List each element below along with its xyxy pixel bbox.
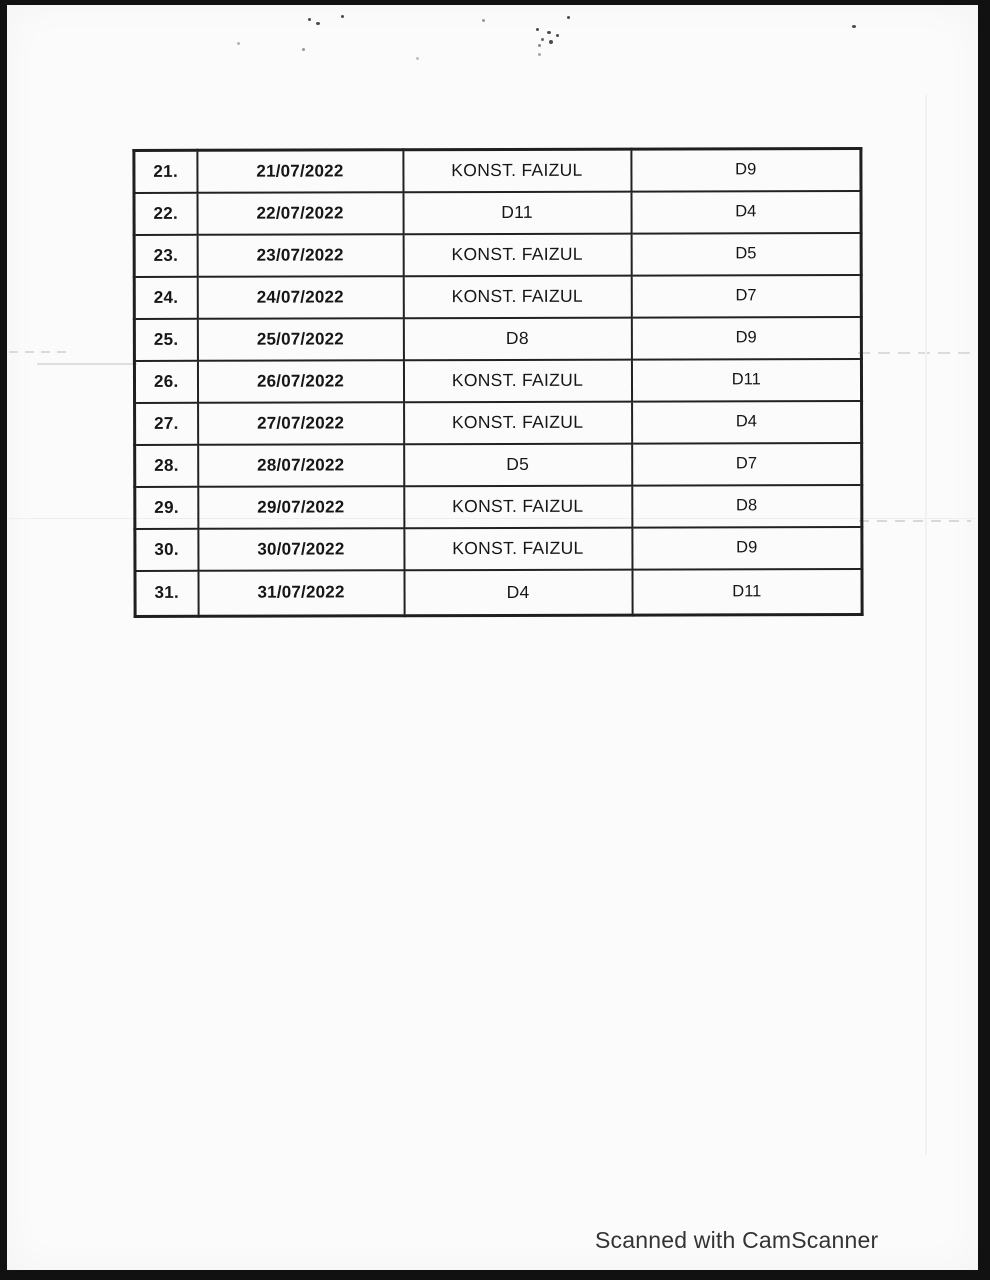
scan-speckle <box>852 25 856 28</box>
scan-speckle <box>541 38 544 41</box>
scan-speckle <box>302 48 305 51</box>
scan-speckle <box>536 28 539 31</box>
assignment-cell: KONST. FAIZUL <box>404 401 632 444</box>
scan-artifact-line <box>925 95 927 1155</box>
table-row <box>135 443 862 487</box>
row-number-cell: 31. <box>135 570 198 616</box>
assignment-cell: D11 <box>403 191 631 234</box>
camscanner-watermark: Scanned with CamScanner <box>595 1227 879 1253</box>
assignment-cell: KONST. FAIZUL <box>404 485 632 528</box>
scan-speckle <box>538 44 541 47</box>
duty-code-cell: D4 <box>632 401 862 444</box>
table-row <box>134 359 861 403</box>
date-cell: 28/07/2022 <box>198 444 404 487</box>
scan-artifact-line <box>37 363 137 365</box>
date-cell: 22/07/2022 <box>197 192 403 235</box>
row-number-cell: 22. <box>134 192 197 234</box>
table-row <box>135 569 862 617</box>
scan-artifact-line <box>9 351 71 353</box>
document-page <box>7 5 978 1270</box>
table-row <box>134 275 861 319</box>
date-cell: 31/07/2022 <box>198 570 404 617</box>
row-number-cell: 28. <box>135 444 198 486</box>
assignment-cell: KONST. FAIZUL <box>403 233 631 276</box>
row-number-cell: 27. <box>135 402 198 444</box>
assignment-cell: D5 <box>404 443 632 486</box>
row-number-cell: 29. <box>135 486 198 528</box>
row-number-cell: 21. <box>134 150 197 192</box>
scan-speckle <box>547 31 551 34</box>
scan-speckle <box>482 19 485 22</box>
date-cell: 30/07/2022 <box>198 528 404 571</box>
scan-speckle <box>308 18 311 21</box>
scan-speckle <box>416 57 419 60</box>
assignment-cell: KONST. FAIZUL <box>403 149 631 192</box>
row-number-cell: 23. <box>134 234 197 276</box>
scan-speckle <box>567 16 570 19</box>
table-row <box>134 317 861 361</box>
date-cell: 25/07/2022 <box>197 318 403 361</box>
table-row <box>135 485 862 529</box>
date-cell: 29/07/2022 <box>198 486 404 529</box>
scan-speckle <box>316 22 320 25</box>
scan-artifact-line <box>858 352 976 354</box>
date-cell: 24/07/2022 <box>197 276 403 319</box>
table-row <box>134 233 861 277</box>
row-number-cell: 25. <box>134 318 197 360</box>
duty-code-cell: D8 <box>632 485 862 528</box>
duty-code-cell: D7 <box>632 443 862 486</box>
date-cell: 23/07/2022 <box>197 234 403 277</box>
duty-code-cell: D4 <box>631 191 861 234</box>
assignment-cell: D8 <box>403 317 631 360</box>
row-number-cell: 26. <box>134 360 197 402</box>
date-cell: 26/07/2022 <box>197 360 403 403</box>
table-row <box>134 191 861 235</box>
duty-code-cell: D11 <box>632 569 862 616</box>
table-row <box>134 149 861 193</box>
duty-code-cell: D11 <box>631 359 861 402</box>
duty-roster-table <box>132 147 863 618</box>
duty-code-cell: D9 <box>631 149 861 192</box>
table-row <box>135 401 862 445</box>
date-cell: 27/07/2022 <box>198 402 404 445</box>
assignment-cell: KONST. FAIZUL <box>403 275 631 318</box>
assignment-cell: KONST. FAIZUL <box>404 527 632 570</box>
duty-code-cell: D9 <box>631 317 861 360</box>
scan-speckle <box>237 42 240 45</box>
scan-speckle <box>341 15 344 18</box>
duty-code-cell: D9 <box>632 527 862 570</box>
table-row <box>135 527 862 571</box>
scan-artifact-line <box>859 520 971 522</box>
duty-code-cell: D7 <box>631 275 861 318</box>
date-cell: 21/07/2022 <box>197 150 403 193</box>
scan-speckle <box>556 34 559 37</box>
scan-speckle <box>549 40 553 44</box>
row-number-cell: 30. <box>135 528 198 570</box>
row-number-cell: 24. <box>134 276 197 318</box>
assignment-cell: KONST. FAIZUL <box>403 359 631 402</box>
assignment-cell: D4 <box>404 569 632 616</box>
duty-code-cell: D5 <box>631 233 861 276</box>
scan-speckle <box>538 53 541 56</box>
